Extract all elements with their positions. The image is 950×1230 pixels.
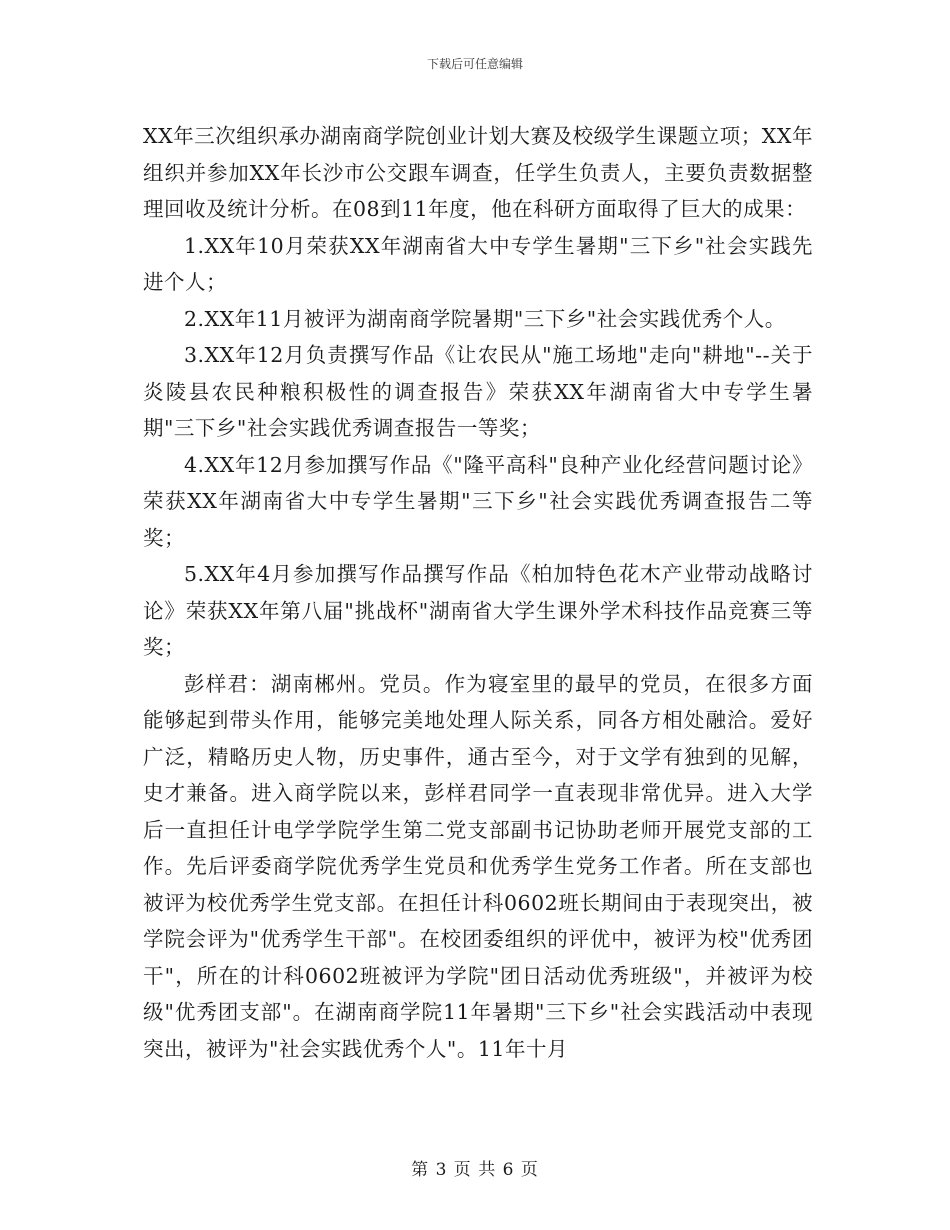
document-body: [143, 118, 813, 1067]
page-footer: 第 3 页 共 6 页: [411, 1160, 539, 1180]
paragraph-item-1: 1.XX年10月荣获XX年湖南省大中专学生暑期"三下乡"社会实践先进个人；: [143, 233, 813, 294]
paragraph-item-5: 5.XX年4月参加撰写作品撰写作品《柏加特色花木产业带动战略讨论》荣获XX年第八届"挑战杯"湖南省大学生课外学术科技作品竞赛三等奖；: [143, 562, 813, 659]
paragraph-intro: XX年三次组织承办湖南商学院创业计划大赛及校级学生课题立项；XX年组织并参加XX年长沙市公交跟车调查，任学生负责人，主要负责数据整理回收及统计分析。在08到11年度，他在科研方面取得了巨大的成果：: [143, 124, 813, 221]
paragraph-item-2: 2.XX年11月被评为湖南商学院暑期"三下乡"社会实践优秀个人。: [184, 306, 786, 331]
paragraph-item-3: 3.XX年12月负责撰写作品《让农民从"施工场地"走向"耕地"--关于炎陵县农民种粮积极性的调查报告》荣获XX年湖南省大中专学生暑期"三下乡"社会实践优秀调查报告一等奖；: [143, 343, 813, 440]
page-header: 下载后可任意编辑: [426, 57, 523, 71]
paragraph-profile: 彭样君：湖南郴州。党员。作为寝室里的最早的党员，在很多方面能够起到带头作用，能够完美地处理人际关系，同各方相处融洽。爱好广泛，精略历史人物，历史事件，通古至今，对于文学有独到的见解，史才兼备。进入商学院以来，彭样君同学一直表现非常优异。进入大学后一直担任计电学学院学生第二党支部副书记协助老师开展党支部的工作。先后评委商学院优秀学生党员和优秀学生党务工作者。所在支部也被评为校优秀学生党支部。在担任计科0602班长期间由于表现突出，被学院会评为"优秀学生干部"。在校团委组织的评优中，被评为校"优秀团干"，所在的计科0602班被评为学院"团日活动优秀班级"，并被评为校级"优秀团支部"。在湖南商学院11年暑期"三下乡"社会实践活动中表现突出，被评为"社会实践优秀个人"。11年十月: [143, 671, 813, 1061]
paragraph-item-4: 4.XX年12月参加撰写作品《"隆平高科"良种产业化经营问题讨论》荣获XX年湖南省大中专学生暑期"三下乡"社会实践优秀调查报告二等奖；: [143, 452, 813, 550]
